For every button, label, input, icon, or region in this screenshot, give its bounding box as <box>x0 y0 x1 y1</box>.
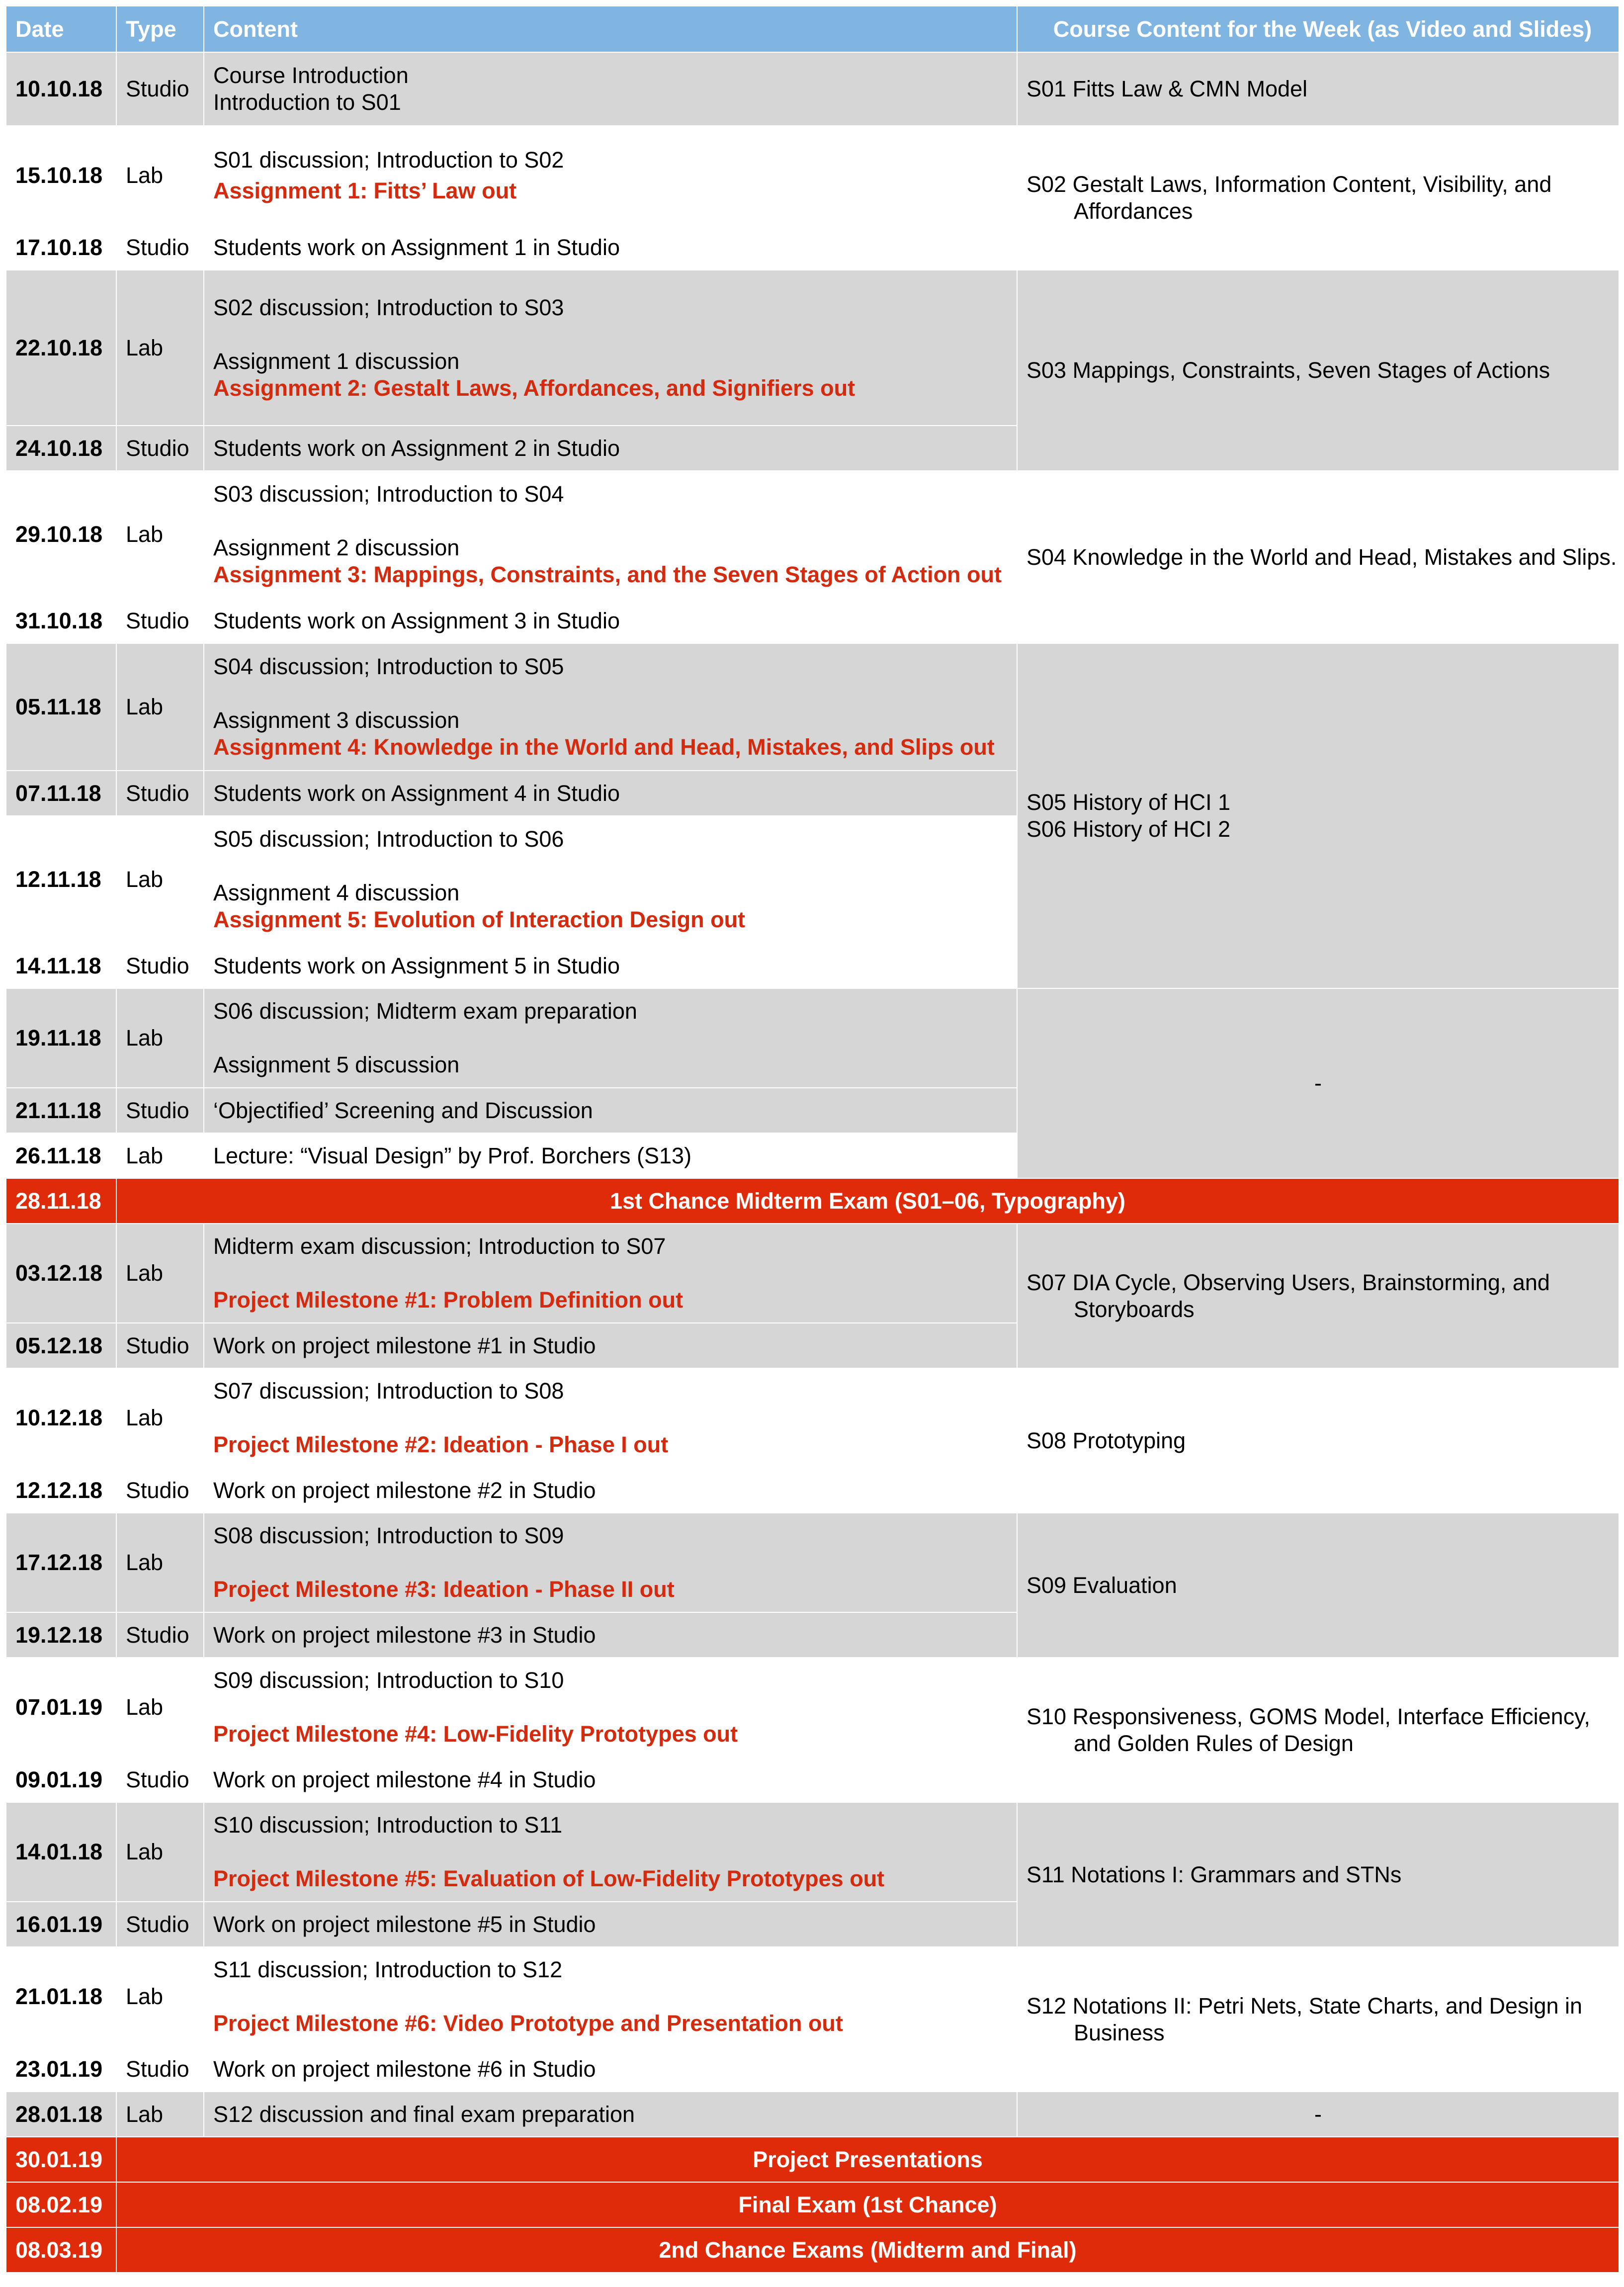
week-content-s04 <box>1017 471 1619 643</box>
row-type: Lab <box>116 816 204 943</box>
row-content <box>204 643 1017 771</box>
week-text: S08 Prototyping <box>1026 1427 1186 1453</box>
content-line: Assignment 1 discussion <box>213 348 460 374</box>
week-content-s11 <box>1017 1802 1619 1947</box>
row-date: 22.10.18 <box>6 270 116 426</box>
row-type: Studio <box>116 943 204 988</box>
row-type: Studio <box>116 2046 204 2092</box>
row-type: Lab <box>116 1224 204 1323</box>
content-line: S12 discussion and final exam preparation <box>213 2101 635 2127</box>
week-text: S01 Fitts Law & CMN Model <box>1026 76 1308 101</box>
row-type: Studio <box>116 426 204 471</box>
row-date: 12.12.18 <box>6 1468 116 1513</box>
row-type: Lab <box>116 1368 204 1468</box>
row-date: 05.12.18 <box>6 1323 116 1368</box>
row-content <box>204 126 1017 225</box>
content-line: S03 discussion; Introduction to S04 <box>213 481 564 507</box>
header-content: Content <box>204 6 1017 52</box>
table-row <box>6 2092 1619 2137</box>
week-content-s10 <box>1017 1658 1619 1802</box>
assignment-label: Assignment 2: Gestalt Laws, Affordances, and Signifiers out <box>213 375 855 401</box>
row-date: 19.12.18 <box>6 1612 116 1658</box>
row-type: Studio <box>116 52 204 126</box>
row-type: Studio <box>116 1902 204 1947</box>
row-date: 07.01.19 <box>6 1658 116 1757</box>
week-content-s05-s06 <box>1017 643 1619 988</box>
row-content <box>204 426 1017 471</box>
row-content <box>204 471 1017 598</box>
row-type: Studio <box>116 771 204 816</box>
assignment-label: Assignment 4: Knowledge in the World and Head, Mistakes, and Slips out <box>213 734 995 760</box>
week-content-s03 <box>1017 270 1619 471</box>
row-date: 15.10.18 <box>6 126 116 225</box>
exam-row <box>6 2182 1619 2227</box>
row-date: 23.01.19 <box>6 2046 116 2092</box>
row-date: 31.10.18 <box>6 598 116 643</box>
table-row <box>6 1368 1619 1468</box>
content-line: S07 discussion; Introduction to S08 <box>213 1378 564 1404</box>
exam-row <box>6 1178 1619 1224</box>
exam-banner: Project Presentations <box>116 2137 1619 2182</box>
content-line: Work on project milestone #2 in Studio <box>213 1477 596 1503</box>
row-content <box>204 771 1017 816</box>
content-line: S05 discussion; Introduction to S06 <box>213 826 564 852</box>
row-date: 17.12.18 <box>6 1513 116 1612</box>
week-content-s07 <box>1017 1224 1619 1368</box>
row-date: 05.11.18 <box>6 643 116 771</box>
row-content <box>204 2046 1017 2092</box>
exam-row <box>6 2227 1619 2273</box>
assignment-label: Assignment 5: Evolution of Interaction Design out <box>213 907 746 932</box>
week-text: S09 Evaluation <box>1026 1572 1177 1598</box>
content-line: S02 discussion; Introduction to S03 <box>213 294 564 320</box>
table-row <box>6 1224 1619 1323</box>
row-type: Lab <box>116 2092 204 2137</box>
row-type: Lab <box>116 126 204 225</box>
row-content <box>204 1133 1017 1178</box>
row-content <box>204 598 1017 643</box>
content-line: S09 discussion; Introduction to S10 <box>213 1668 564 1693</box>
header-row <box>6 6 1619 52</box>
milestone-label: Project Milestone #1: Problem Definition out <box>213 1287 684 1313</box>
content-line: Work on project milestone #3 in Studio <box>213 1622 596 1648</box>
header-type: Type <box>116 6 204 52</box>
week-text: S05 History of HCI 1 <box>1026 790 1231 815</box>
content-line: S01 discussion; Introduction to S02 <box>213 147 564 173</box>
header-date: Date <box>6 6 116 52</box>
row-date: 14.11.18 <box>6 943 116 988</box>
row-content <box>204 1612 1017 1658</box>
table-row <box>6 270 1619 426</box>
content-line: Students work on Assignment 5 in Studio <box>213 953 620 978</box>
row-type: Lab <box>116 1658 204 1757</box>
week-content-none <box>1017 2092 1619 2137</box>
row-content <box>204 1802 1017 1902</box>
content-line: S11 discussion; Introduction to S12 <box>213 1957 563 1982</box>
week-text: - <box>1314 2101 1322 2127</box>
row-date: 24.10.18 <box>6 426 116 471</box>
row-type: Lab <box>116 1513 204 1612</box>
row-content <box>204 816 1017 943</box>
row-date: 21.01.18 <box>6 1947 116 2046</box>
table-row <box>6 1802 1619 1902</box>
row-type: Studio <box>116 598 204 643</box>
row-date: 29.10.18 <box>6 471 116 598</box>
row-content <box>204 270 1017 426</box>
week-content-s09 <box>1017 1513 1619 1658</box>
row-type: Lab <box>116 1133 204 1178</box>
row-content <box>204 52 1017 126</box>
row-content <box>204 1468 1017 1513</box>
row-content <box>204 1947 1017 2046</box>
table-row <box>6 471 1619 598</box>
row-date: 17.10.18 <box>6 225 116 270</box>
content-line: Course Introduction <box>213 63 409 88</box>
content-line: Work on project milestone #6 in Studio <box>213 2056 596 2082</box>
row-type: Lab <box>116 643 204 771</box>
table-row <box>6 643 1619 771</box>
row-content <box>204 1513 1017 1612</box>
milestone-label: Project Milestone #2: Ideation - Phase I out <box>213 1432 669 1457</box>
milestone-label: Project Milestone #5: Evaluation of Low-Fidelity Prototypes out <box>213 1866 885 1891</box>
week-text: S03 Mappings, Constraints, Seven Stages of Actions <box>1026 357 1550 383</box>
row-date: 08.02.19 <box>6 2182 116 2227</box>
week-text: S06 History of HCI 2 <box>1026 816 1231 842</box>
content-line: Assignment 3 discussion <box>213 707 460 733</box>
table-row <box>6 1658 1619 1757</box>
row-content <box>204 1902 1017 1947</box>
row-content <box>204 1368 1017 1468</box>
exam-banner: 2nd Chance Exams (Midterm and Final) <box>116 2227 1619 2273</box>
row-date: 16.01.19 <box>6 1902 116 1947</box>
row-type: Studio <box>116 1323 204 1368</box>
row-date: 12.11.18 <box>6 816 116 943</box>
milestone-label: Project Milestone #3: Ideation - Phase II out <box>213 1577 675 1602</box>
row-date: 03.12.18 <box>6 1224 116 1323</box>
week-text: S04 Knowledge in the World and Head, Mistakes and Slips. <box>1026 544 1617 570</box>
week-text: S02 Gestalt Laws, Information Content, Visibility, and Affordances <box>1026 172 1552 224</box>
table-row <box>6 126 1619 225</box>
table-row <box>6 988 1619 1088</box>
row-type: Studio <box>116 1088 204 1133</box>
row-date: 07.11.18 <box>6 771 116 816</box>
content-line: Students work on Assignment 4 in Studio <box>213 780 620 806</box>
row-content <box>204 1088 1017 1133</box>
row-content <box>204 1224 1017 1323</box>
week-content-s02 <box>1017 126 1619 270</box>
row-content <box>204 1658 1017 1757</box>
row-content <box>204 943 1017 988</box>
content-line: Students work on Assignment 3 in Studio <box>213 608 620 633</box>
content-line: Assignment 4 discussion <box>213 880 460 905</box>
table-row <box>6 1513 1619 1612</box>
content-line: S06 discussion; Midterm exam preparation <box>213 998 637 1024</box>
row-type: Lab <box>116 1802 204 1902</box>
content-line: Work on project milestone #4 in Studio <box>213 1766 596 1792</box>
week-text: S07 DIA Cycle, Observing Users, Brainstorming, and Storyboards <box>1026 1269 1550 1322</box>
row-date: 08.03.19 <box>6 2227 116 2273</box>
row-date: 28.11.18 <box>6 1178 116 1224</box>
row-content <box>204 988 1017 1088</box>
row-date: 30.01.19 <box>6 2137 116 2182</box>
content-line: Work on project milestone #5 in Studio <box>213 1911 596 1937</box>
content-line: Students work on Assignment 2 in Studio <box>213 435 620 461</box>
content-line: S04 discussion; Introduction to S05 <box>213 654 564 679</box>
header-week-content: Course Content for the Week (as Video and Slides) <box>1017 6 1619 52</box>
row-date: 26.11.18 <box>6 1133 116 1178</box>
content-line: S10 discussion; Introduction to S11 <box>213 1812 563 1838</box>
exam-banner: 1st Chance Midterm Exam (S01–06, Typography) <box>116 1178 1619 1224</box>
week-content-s08 <box>1017 1368 1619 1513</box>
content-line: Students work on Assignment 1 in Studio <box>213 234 620 260</box>
row-type: Lab <box>116 1947 204 2046</box>
milestone-label: Project Milestone #4: Low-Fidelity Prototypes out <box>213 1721 738 1747</box>
week-text: S11 Notations I: Grammars and STNs <box>1026 1861 1402 1887</box>
content-line: Introduction to S01 <box>213 89 401 115</box>
row-date: 10.10.18 <box>6 52 116 126</box>
content-line: Assignment 5 discussion <box>213 1052 460 1077</box>
row-type: Lab <box>116 471 204 598</box>
content-line: Assignment 2 discussion <box>213 535 460 560</box>
row-date: 14.01.18 <box>6 1802 116 1902</box>
milestone-label: Project Milestone #6: Video Prototype and Presentation out <box>213 2011 843 2036</box>
week-text: S12 Notations II: Petri Nets, State Charts, and Design in Business <box>1026 1993 1583 2045</box>
content-line: S08 discussion; Introduction to S09 <box>213 1523 564 1548</box>
week-content-s01 <box>1017 52 1619 126</box>
row-content <box>204 2092 1017 2137</box>
row-date: 21.11.18 <box>6 1088 116 1133</box>
content-line: Midterm exam discussion; Introduction to S07 <box>213 1233 666 1259</box>
course-schedule-table <box>5 5 1620 2273</box>
row-type: Lab <box>116 270 204 426</box>
week-content-s12 <box>1017 1947 1619 2092</box>
week-text: S10 Responsiveness, GOMS Model, Interface Efficiency, and Golden Rules of Design <box>1026 1703 1590 1756</box>
row-date: 09.01.19 <box>6 1757 116 1802</box>
row-type: Studio <box>116 1468 204 1513</box>
week-text: - <box>1314 1070 1322 1096</box>
row-type: Lab <box>116 988 204 1088</box>
exam-row <box>6 2137 1619 2182</box>
table-row <box>6 1947 1619 2046</box>
row-type: Studio <box>116 1612 204 1658</box>
content-line: Lecture: “Visual Design” by Prof. Borchers (S13) <box>213 1143 692 1168</box>
row-content <box>204 1757 1017 1802</box>
week-content-none <box>1017 988 1619 1178</box>
row-date: 19.11.18 <box>6 988 116 1088</box>
assignment-label: Assignment 3: Mappings, Constraints, and the Seven Stages of Action out <box>213 562 1002 587</box>
row-date: 10.12.18 <box>6 1368 116 1468</box>
assignment-label: Assignment 1: Fitts’ Law out <box>213 177 517 203</box>
row-type: Studio <box>116 225 204 270</box>
row-type: Studio <box>116 1757 204 1802</box>
table-row <box>6 52 1619 126</box>
content-line: Work on project milestone #1 in Studio <box>213 1332 596 1358</box>
row-date: 28.01.18 <box>6 2092 116 2137</box>
row-content <box>204 1323 1017 1368</box>
row-content <box>204 225 1017 270</box>
content-line: ‘Objectified’ Screening and Discussion <box>213 1097 593 1123</box>
exam-banner: Final Exam (1st Chance) <box>116 2182 1619 2227</box>
